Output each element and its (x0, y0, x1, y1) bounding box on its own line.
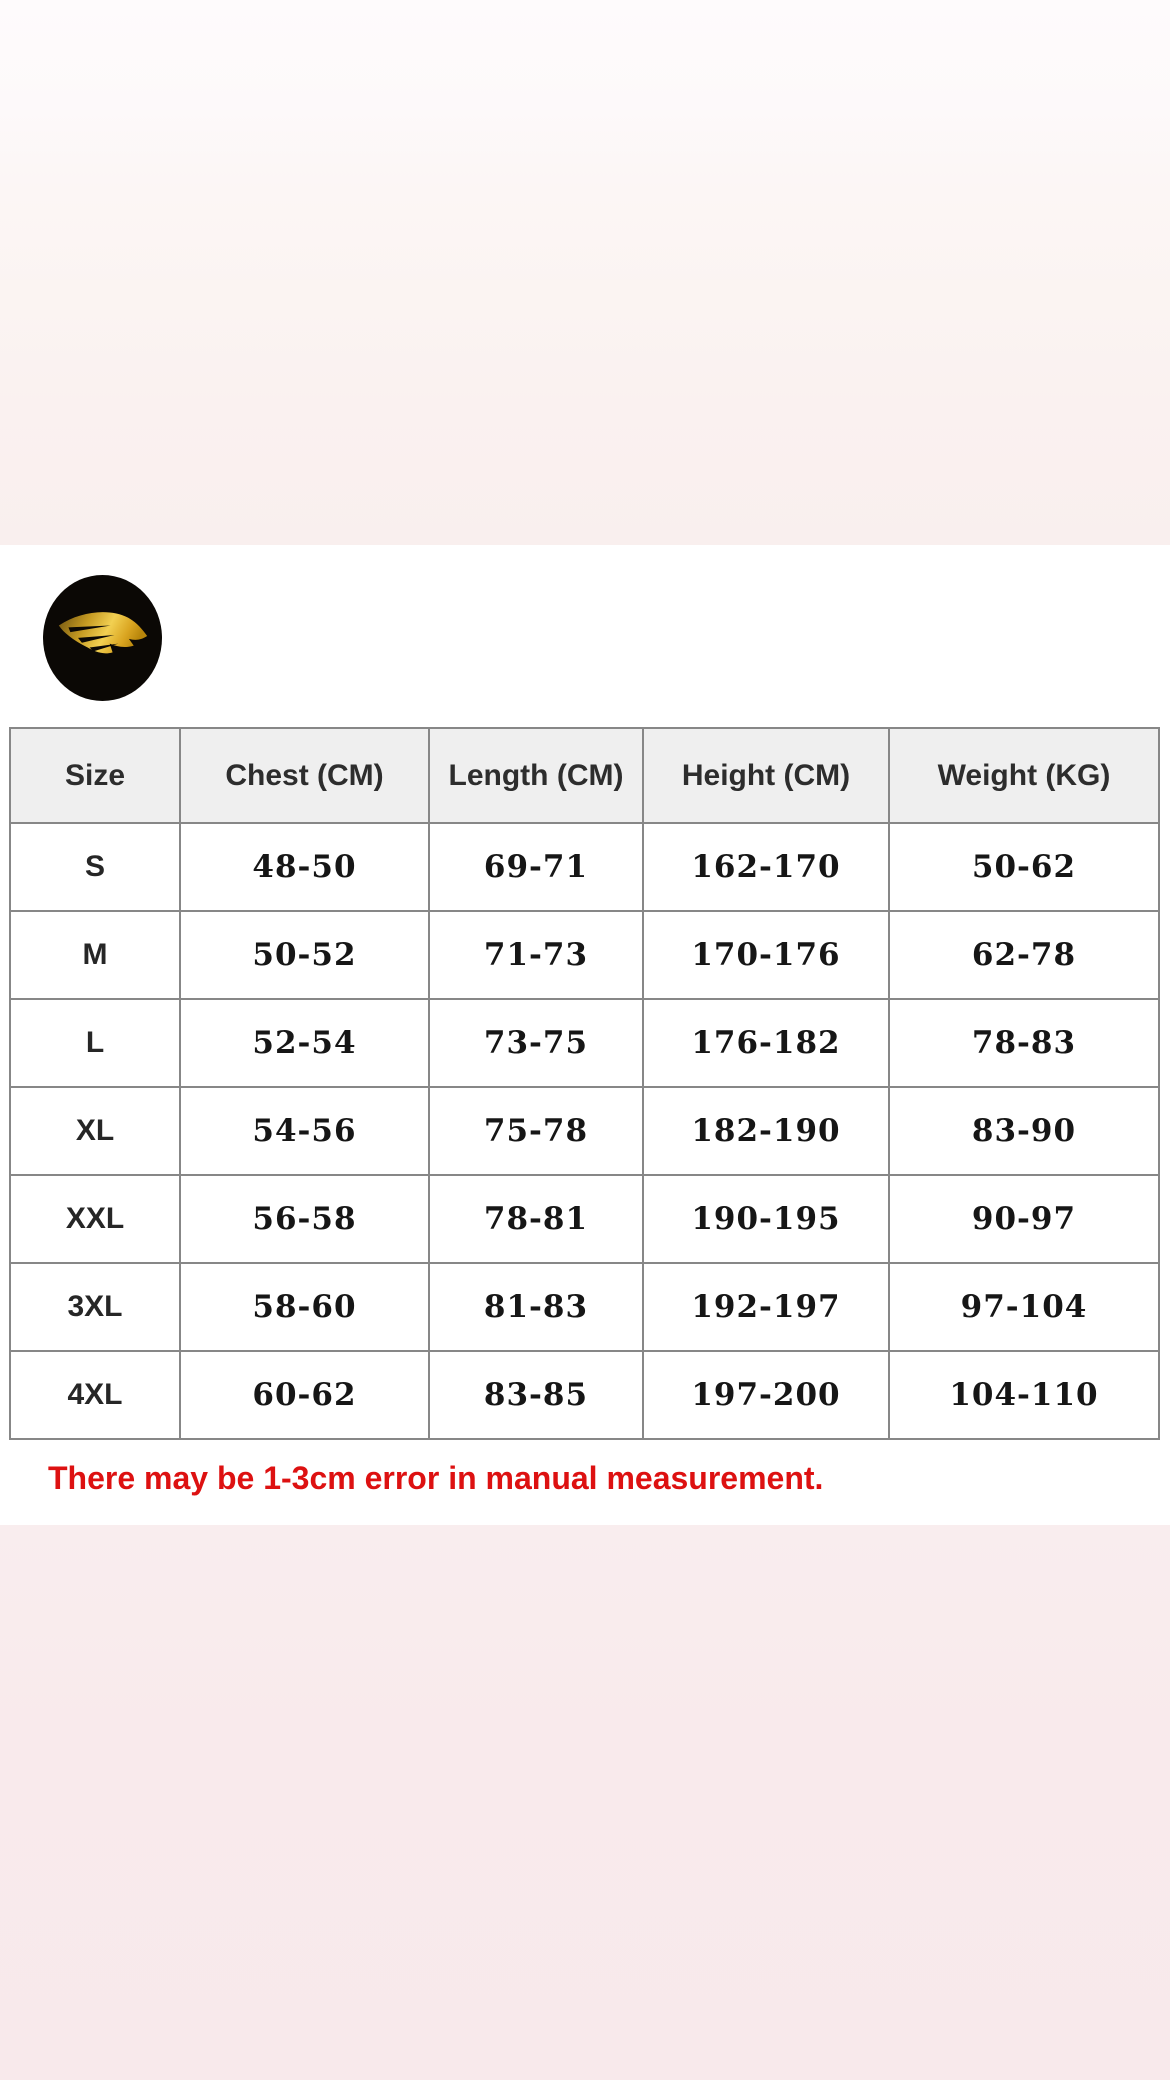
size-label: L (10, 999, 180, 1087)
height-value: 182-190 (643, 1087, 889, 1175)
length-value: 78-81 (429, 1175, 643, 1263)
table-row-3xl (10, 1263, 1159, 1351)
length-value: 71-73 (429, 911, 643, 999)
length-value: 69-71 (429, 823, 643, 911)
weight-value: 97-104 (889, 1263, 1159, 1351)
table-row-4xl (10, 1351, 1159, 1439)
table-row-m (10, 911, 1159, 999)
column-header-weight: Weight (KG) (889, 728, 1159, 823)
bottom-spacer-band (0, 1525, 1170, 2080)
length-value: 83-85 (429, 1351, 643, 1439)
size-label: S (10, 823, 180, 911)
chest-value: 54-56 (180, 1087, 429, 1175)
brand-logo (43, 575, 162, 701)
column-header-height: Height (CM) (643, 728, 889, 823)
chest-value: 48-50 (180, 823, 429, 911)
table-row-l (10, 999, 1159, 1087)
size-label: XL (10, 1087, 180, 1175)
height-value: 162-170 (643, 823, 889, 911)
table-row-s (10, 823, 1159, 911)
measurement-note: There may be 1-3cm error in manual measurement. (48, 1460, 824, 1496)
size-label: 4XL (10, 1351, 180, 1439)
height-value: 170-176 (643, 911, 889, 999)
chest-value: 60-62 (180, 1351, 429, 1439)
length-value: 75-78 (429, 1087, 643, 1175)
weight-value: 90-97 (889, 1175, 1159, 1263)
chest-value: 58-60 (180, 1263, 429, 1351)
header-row (10, 728, 1159, 823)
top-spacer-band (0, 0, 1170, 545)
weight-value: 78-83 (889, 999, 1159, 1087)
chest-value: 50-52 (180, 911, 429, 999)
length-value: 81-83 (429, 1263, 643, 1351)
wing-icon (55, 605, 151, 672)
height-value: 192-197 (643, 1263, 889, 1351)
table-row-xl (10, 1087, 1159, 1175)
size-chart-table (9, 727, 1160, 1440)
height-value: 176-182 (643, 999, 889, 1087)
table-row-xxl (10, 1175, 1159, 1263)
column-header-chest: Chest (CM) (180, 728, 429, 823)
weight-value: 83-90 (889, 1087, 1159, 1175)
weight-value: 62-78 (889, 911, 1159, 999)
chest-value: 56-58 (180, 1175, 429, 1263)
length-value: 73-75 (429, 999, 643, 1087)
size-label: M (10, 911, 180, 999)
height-value: 190-195 (643, 1175, 889, 1263)
size-label: 3XL (10, 1263, 180, 1351)
size-label: XXL (10, 1175, 180, 1263)
column-header-length: Length (CM) (429, 728, 643, 823)
column-header-size: Size (10, 728, 180, 823)
chest-value: 52-54 (180, 999, 429, 1087)
height-value: 197-200 (643, 1351, 889, 1439)
weight-value: 50-62 (889, 823, 1159, 911)
weight-value: 104-110 (889, 1351, 1159, 1439)
